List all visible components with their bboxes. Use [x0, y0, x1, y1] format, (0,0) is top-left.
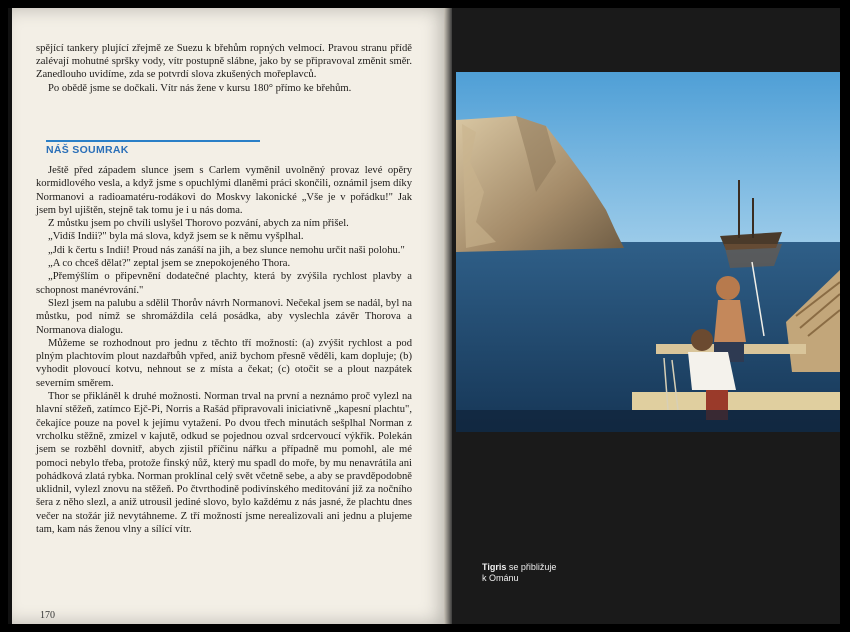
section-text-block — [36, 164, 412, 536]
sailor-standing — [716, 276, 740, 300]
section-heading: NÁŠ SOUMRAK — [46, 144, 129, 156]
bamboo-beam — [632, 392, 840, 410]
photo-caption — [482, 562, 556, 584]
top-text-block — [36, 42, 412, 95]
right-page — [452, 8, 840, 624]
caption-line2: k Ománu — [482, 573, 519, 583]
paragraph: Po obědě jsme se dočkali. Vítr nás žene v kursu 180° přímo ke břehům. — [48, 82, 352, 94]
paragraph: spějící tankery plující zřejmě ze Suezu k břehům ropných velmocí. Pravou stranu přídě zalévají mohutné spršky vody, vítr postupně slábne, jako by se připravoval změnit směr. Zanedlouho uvidíme, zda se potvrdí slova zkušených mořeplavců. — [36, 43, 412, 81]
left-page — [12, 8, 450, 624]
paragraph: Můžeme se rozhodnout pro jednu z těchto tří možností: (a) zvýšit rychlost a pod plným plachtovím plout nazdařbůh vpřed, aniž bychom přesně věděli, kam dopluje; (b) vyhodit plovoucí kotvu, nehnout se z místa a čekat; (c) otočit se a plout nazpátek severním směrem. — [36, 337, 412, 389]
book-spread — [8, 8, 840, 624]
paragraph: „Přemýšlím o připevnění dodatečné plachty, která by zvýšila rychlost plavby a schopnost manévrování." — [36, 271, 412, 296]
paragraph: „Jdi k čertu s Indií! Proud nás zanáší na jih, a bez slunce nemohu určit naši polohu." — [48, 244, 405, 256]
page-number: 170 — [40, 610, 55, 621]
section-rule — [46, 140, 260, 142]
caption-bold: Tigris — [482, 562, 507, 572]
paragraph: „Vidíš Indii?" byla má slova, když jsem se k němu vyšplhal. — [48, 231, 304, 243]
paragraph: Z můstku jsem po chvíli uslyšel Thorovo pozvání, abych za ním přišel. — [48, 218, 349, 230]
photo-boat-near-oman — [456, 72, 840, 432]
sailor-seated — [691, 329, 713, 351]
paragraph: Slezl jsem na palubu a sdělil Thorův návrh Normanovi. Nečekal jsem se nadál, byl na můstku, pod nímž se shromáždila celá posádka, aby vyslechla závěr Thorova a Normanova dialogu. — [36, 297, 412, 336]
caption-text: se přibližuje — [508, 562, 557, 572]
paragraph: Ještě před západem slunce jsem s Carlem vyměnil uvolněný provaz levé opěry kormidlového vesla, a když jsme s opuchlými dlaněmi práci skončili, oznámil jsem díky Normanovi a radioamatéru-rodákovi do Moskvy lakonické „Vše je v pořádku!" Jak jsem byl ujištěn, stejně tak tomu je i u nás doma. — [36, 165, 412, 216]
paragraph: Thor se přikláněl k druhé možnosti. Norman trval na první a neznámo proč vylezl na hlavní stěžeň, zatímco Ejč-Pi, Norris a Rašád připravovali iniciativně „kapesní plachtu", čekajíce pouze na povel k jejímu vytažení. Po dvou třech minutách sešplhal Norman z vrcholku stěžně, zmizel v kajutě, odkud se pojednou ozval srdcervoucí výkřik. Polekán jsem se rozběhl dovnitř, abych zjistil příčinu nářku a případně mu pomohl, ale mé pomoci nebylo třeba, protože finský nůž, který mu spadl do moře, by mu nenavrátila ani pohádková zlatá rybka. Norman proklínal celý svět včetně sebe, a aby se pravděpodobně uklidnil, vylezl znovu na stěžeň. Po čtvrthodině podivínského meditování již za nočního šera z něho slezl, a aniž utrousil jediné slovo, bylo každému z nás jasné, že plachtu dnes večer na stožár již nevytáhneme. Z tří možností jsme nerealizovali ani jednu a plujeme tam, kam nás ženou vlny a sílící vítr. — [36, 391, 412, 536]
paragraph: „A co chceš dělat?" zeptal jsem se znepokojeného Thora. — [48, 258, 291, 270]
